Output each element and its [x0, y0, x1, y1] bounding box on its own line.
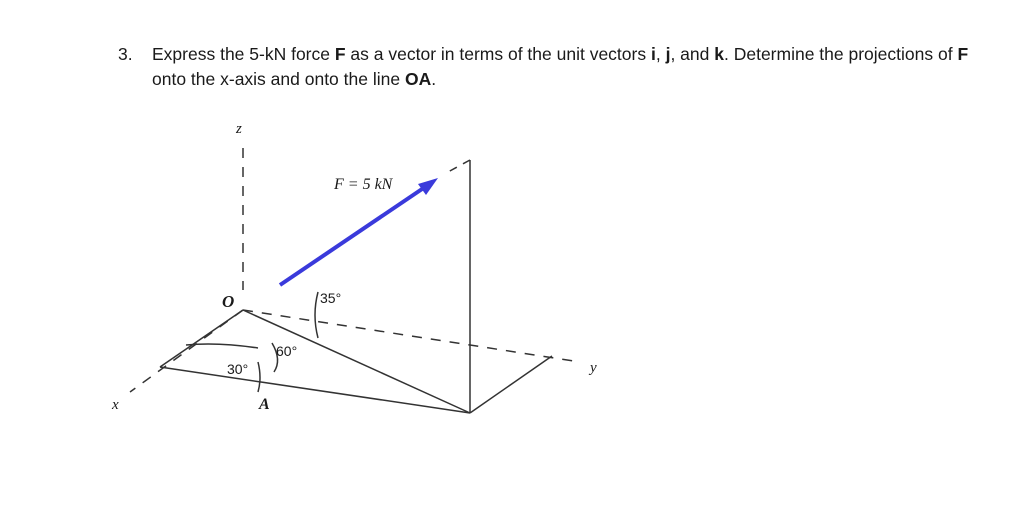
oa-line: [160, 310, 243, 367]
problem-text-run: .: [431, 69, 437, 89]
z-axis-label: z: [236, 121, 242, 137]
origin-label: O: [222, 292, 235, 311]
problem-text-run: as a vector in terms of the unit vectors: [345, 44, 651, 64]
point-a-label: A: [259, 396, 270, 413]
problem-text-run: . Determine the projections of: [723, 44, 958, 64]
angle-35-arc: [315, 292, 318, 338]
problem-text-bold: j: [665, 44, 671, 64]
force-label: F = 5 kN: [334, 176, 393, 193]
problem-text-bold: OA: [404, 69, 432, 89]
problem-number: 3.: [118, 44, 133, 64]
angle-30-arc-lower: [258, 362, 260, 392]
base-right-edge: [470, 356, 552, 413]
projection-dashed-line: [448, 160, 470, 172]
problem-text-run: , and: [670, 44, 715, 64]
force-arrowhead: [418, 178, 438, 195]
base-left-edge: [160, 367, 470, 413]
problem-text-bold: k: [714, 44, 724, 64]
problem-text-run: ,: [655, 44, 666, 64]
angle-30-label: 30°: [227, 361, 249, 377]
problem-text-bold: F: [334, 44, 346, 64]
force-vector: [280, 185, 428, 285]
problem-text-bold: i: [650, 44, 656, 64]
problem-text-bold: F: [957, 44, 969, 64]
angle-60-label: 60°: [276, 343, 298, 359]
x-axis-label: x: [112, 397, 119, 413]
y-axis-label: y: [590, 360, 597, 376]
angle-35-label: 35°: [320, 290, 342, 306]
problem-text-run: onto the x-axis and onto the line: [152, 69, 405, 89]
problem-text-run: Express the 5-kN force: [152, 44, 335, 64]
angle-30-arc: [186, 344, 258, 348]
